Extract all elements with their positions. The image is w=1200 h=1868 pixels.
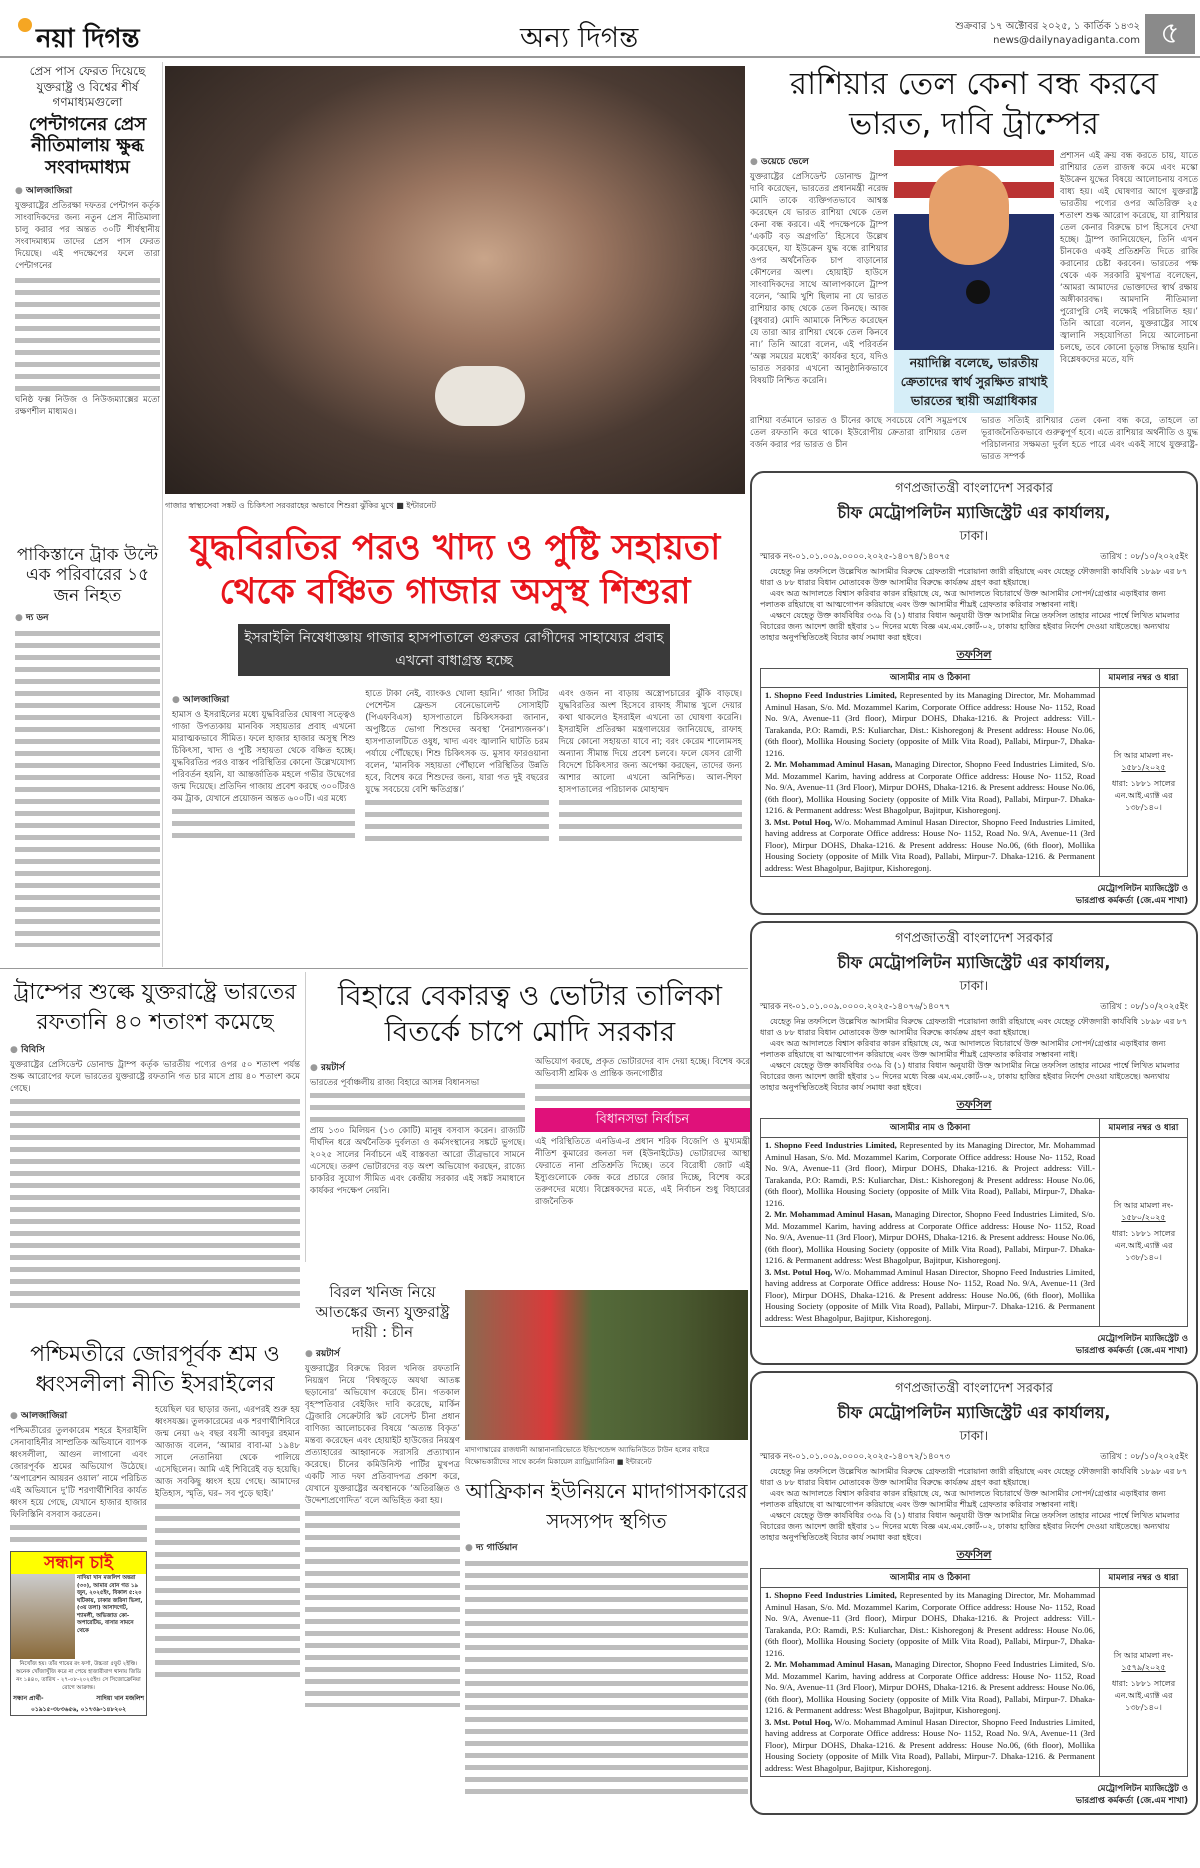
headline: পেন্টাগনের প্রেস নীতিমালায় ক্ষুব্ধ সংবাদমাধ্যম	[28, 113, 147, 178]
table-row: 1. Shopno Feed Industries Limited, Represented by its Managing Director, Mr. Mohammad Aminul Hasan, S/o. Md. Mozammel Karim, Corporate Office address: House No- 1152, Road No. 9/A, Avenue-11 (3rd floor), Mirpur DOHS, Dhaka-1216. & Project address: Vill.-Tarakanda, P.O: Ramdi, P.S: Kuliarchar, Dist.: Kishoregonj & Present address: House No.06, (6th floor), Mollika Housing Society (opposite of Milk Vita Road), Pallabi, Mirpur-7, Dhaka-1216. 2. Mr. Mohammad Aminul Hasan, Managing Director, Shopno Feed Industries Limited, S/o. Md. Mozammel Karim, having address at Corporate Office address: House No- 1152, Road No. 9/A, Avenue-11 (3rd Floor), Mirpur DOHS, Dhaka-1216. & Present address: House No.06, (6th floor), Mollika Housing Society (opposite of Milk Vita Road), Pallabi, Mirpur-7. Dhaka-1216. & Permanent address: West Bhagolpur, Bajitpur, Kishoregonj. 3. Mst. Potul Hoq, W/o. Mohammad Aminul Hasan Director, Shopno Feed Industries Limited, having address at Corporate Office address: House No- 1152, Road No. 9/A, Avenue-11 (3rd Floor), Mirpur DOHS, Dhaka-1216. & Present address: House No.06, (6th floor), Mollika Housing Society (opposite of Milk Vita Road), Pallabi, Mirpur-7. Dhaka-1216. & Permanent address: West Bhagolpur, Bajitpur, Kishoregonj. সি আর মামলা নং- ১৫৮০/২০২৫ ধারা: ১৮৮১ সালের এন.আই.এ্যাক্ট এর ১৩৮/১৪০।	[761, 1138, 1188, 1327]
headline: ট্রাম্পের শুল্কে যুক্তরাষ্ট্রে ভারতের রফতানি ৪০ শতাংশ কমেছে	[13, 980, 297, 1035]
gaza-subhead: ইসরাইলি নিষেধাজ্ঞায় গাজার হাসপাতালে গুরুতর রোগীদের সাহায্যের প্রবাহ এখনো বাধাগ্রস্ত হচ্ছে	[238, 624, 670, 676]
email-link[interactable]: news@dailynayadiganta.com	[993, 35, 1140, 46]
russia-headline: রাশিয়ার তেল কেনা বন্ধ করবে ভারত, দাবি ট্রাম্পের	[790, 66, 1158, 142]
phone-numbers: ০১৯১৫-৩৮৩৬৫৬, ০১৭৩৯-১৪৮২০২	[30, 1706, 127, 1713]
case-number: ১৫৮১/২০২৫	[1121, 763, 1166, 772]
article-pentagon-press: প্রেস পাস ফেরত দিয়েছে যুক্তরাষ্ট্র ও বিশ্বের শীর্ষ গণমাধ্যমগুলো পেন্টাগনের প্রেস নীতিমালায় ক্ষুব্ধ সংবাদমাধ্যম ● আলজাজিরা যুক্তরাষ্ট্রের প্রতিরক্ষা দফতর পেন্টাগন কর্তৃক সাংবাদিকদের জন্য নতুন প্রেস নীতিমালা চালু করার পর অন্তত ৩০টি শীর্ষস্থানীয় সংবাদমাধ্যম তাদের প্রেস পাস ফেরত দিয়েছে। এই পদক্ষেপের ফলে তারা পেন্টাগনের ঘনিষ্ঠ ফক্স নিউজ ও নিউজম্যাক্সের মতো রক্ষণশীল মাধ্যমও।	[15, 64, 160, 418]
memo-number: স্মারক নং-০১.০১.০০৯.০০০০.২০২৫-১৪০৭২/১৪০৭৩	[760, 1452, 951, 1462]
schedule-table: আসামীর নাম ও ঠিকানা মামলার নম্বর ও ধারা 1. Shopno Feed Industries Limited, Represented by its Managing Director, Mr. Mohammad Aminul Hasan, S/o. Md. Mozammel Karim, Corporate Office address: House No- 1152, Road No. 9/A, Avenue-11 (3rd floor), Mirpur DOHS, Dhaka-1216. & Project address: Vill.-Tarakanda, P.O: Ramdi, P.S: Kuliarchar, Dist.: Kishoregonj & Present address: House No.06, (6th floor), Mollika Housing Society (opposite of Milk Vita Road), Pallabi, Mirpur-7, Dhaka-1216. 2. Mr. Mohammad Aminul Hasan, Managing Director, Shopno Feed Industries Limited, S/o. Md. Mozammel Karim, having address at Corporate Office address: House No- 1152, Road No. 9/A, Avenue-11 (3rd Floor), Mirpur DOHS, Dhaka-1216. & Present address: House No.06, (6th floor), Mollika Housing Society (opposite of Milk Vita Road), Pallabi, Mirpur-7. Dhaka-1216. & Permanent address: West Bhagolpur, Bajitpur, Kishoregonj. 3. Mst. Potul Hoq, W/o. Mohammad Aminul Hasan Director, Shopno Feed Industries Limited, having address at Corporate Office address: House No- 1152, Road No. 9/A, Avenue-11 (3rd Floor), Mirpur DOHS, Dhaka-1216. & Present address: House No.06, (6th floor), Mollika Housing Society (opposite of Milk Vita Road), Pallabi, Mirpur-7. Dhaka-1216. & Permanent address: West Bhagolpur, Bajitpur, Kishoregonj. সি আর মামলা নং- ১৫৮০/২০২৫ ধারা: ১৮৮১ সালের এন.আই.এ্যাক্ট এর ১৩৮/১৪০।	[760, 1118, 1188, 1327]
case-number: ১৫৭৯/২০২৫	[1121, 1663, 1166, 1672]
microphone	[966, 280, 990, 304]
notice-date: তারিখ : ০৮/১০/২০২৫ইং	[1100, 1452, 1188, 1462]
pull-quote: নয়াদিল্লি বলেছে, ভারতীয় ক্রেতাদের স্বার্থ সুরক্ষিত রাখাই ভারতের স্থায়ী অগ্রাধিকার	[894, 350, 1054, 413]
case-number: ১৫৮০/২০২৫	[1121, 1213, 1166, 1222]
schedule-table: আসামীর নাম ও ঠিকানা মামলার নম্বর ও ধারা 1. Shopno Feed Industries Limited, Represented by its Managing Director, Mr. Mohammad Aminul Hasan, S/o. Md. Mozammel Karim, Corporate Office address: House No- 1152, Road No. 9/A, Avenue-11 (3rd floor), Mirpur DOHS, Dhaka-1216. & Project address: Vill.-Tarakanda, P.O: Ramdi, P.S: Kuliarchar, Dist.: Kishoregonj & Present address: House No.06, (6th floor), Mollika Housing Society (opposite of Milk Vita Road), Pallabi, Mirpur-7, Dhaka-1216. 2. Mr. Mohammad Aminul Hasan, Managing Director, Shopno Feed Industries Limited, S/o. Md. Mozammel Karim, having address at Corporate Office address: House No- 1152, Road No. 9/A, Avenue-11 (3rd Floor), Mirpur DOHS, Dhaka-1216. & Present address: House No.06, (6th floor), Mollika Housing Society (opposite of Milk Vita Road), Pallabi, Mirpur-7. Dhaka-1216. & Permanent address: West Bhagolpur, Bajitpur, Kishoregonj. 3. Mst. Potul Hoq, W/o. Mohammad Aminul Hasan Director, Shopno Feed Industries Limited, having address at Corporate Office address: House No- 1152, Road No. 9/A, Avenue-11 (3rd Floor), Mirpur DOHS, Dhaka-1216. & Present address: House No.06, (6th floor), Mollika Housing Society (opposite of Milk Vita Road), Pallabi, Mirpur-7. Dhaka-1216. & Permanent address: West Bhagolpur, Bajitpur, Kishoregonj. সি আর মামলা নং- ১৫৭৯/২০২৫ ধারা: ১৮৮১ সালের এন.আই.এ্যাক্ট এর ১৩৮/১৪০।	[760, 1568, 1188, 1777]
headline: পাকিস্তানে ট্রাক উল্টে এক পরিবারের ১৫ জন নিহত	[16, 545, 159, 606]
gaza-headline: যুদ্ধবিরতির পরও খাদ্য ও পুষ্টি সহায়তা থেকে বঞ্চিত গাজার অসুস্থ শিশুরা	[189, 528, 721, 612]
newspaper-logo: নয়া দিগন্ত	[18, 18, 139, 62]
section-title: অন্য দিগন্ত	[520, 21, 639, 54]
schedule-table: আসামীর নাম ও ঠিকানা মামলার নম্বর ও ধারা 1. Shopno Feed Industries Limited, Represented by its Managing Director, Mr. Mohammad Aminul Hasan, S/o. Md. Mozammel Karim, Corporate Office address: House No- 1152, Road No. 9/A, Avenue-11 (3rd floor), Mirpur DOHS, Dhaka-1216. & Project address: Vill.-Tarakanda, P.O: Ramdi, P.S: Kuliarchar, Dist.: Kishoregonj & Present address: House No.06, (6th floor), Mollika Housing Society (opposite of Milk Vita Road), Pallabi, Mirpur-7, Dhaka-1216. 2. Mr. Mohammad Aminul Hasan, Managing Director, Shopno Feed Industries Limited, S/o. Md. Mozammel Karim, having address at Corporate Office address: House No- 1152, Road No. 9/A, Avenue-11 (3rd Floor), Mirpur DOHS, Dhaka-1216. & Present address: House No.06, (6th floor), Mollika Housing Society (opposite of Milk Vita Road), Pallabi, Mirpur-7. Dhaka-1216. & Permanent address: West Bhagolpur, Bajitpur, Kishoregonj. 3. Mst. Potul Hoq, W/o. Mohammad Aminul Hasan Director, Shopno Feed Industries Limited, having address at Corporate Office address: House No- 1152, Road No. 9/A, Avenue-11 (3rd Floor), Mirpur DOHS, Dhaka-1216. & Present address: House No.06, (6th floor), Mollika Housing Society (opposite of Milk Vita Road), Pallabi, Mirpur-7. Dhaka-1216. & Permanent address: West Bhagolpur, Bajitpur, Kishoregonj. সি আর মামলা নং- ১৫৮১/২০২৫ ধারা: ১৮৮১ সালের এন.আই.এ্যাক্ট এর ১৩৮/১৪০।	[760, 668, 1188, 877]
page-number: ৫	[1145, 14, 1195, 54]
court-notice: গণপ্রজাতন্ত্রী বাংলাদেশ সরকার চীফ মেট্রোপলিটন ম্যাজিস্ট্রেট এর কার্যালয়, ঢাকা। স্মারক নং-০১.০১.০০৯.০০০০.২০২৫-১৪০৭৬/১৪০৭৭ তারিখ : ০৮/১০/২০২৫ইং যেহেতু নিম্ন তফসিলে উল্লেখিত আসামীর বিরুদ্ধে গ্রেফতারী পরোয়ানা জারী রহিয়াছে এবং যেহেতু ফৌজদারী কার্যবিধি ১৮৯৮ এর ৮৭ ধারা ও ৮৮ ধারার বিধান মোতাবেক উক্ত আসামীর বিরুদ্ধে কার্যক্রম গ্রহণ করা হইয়াছে। এবং অত্র আদালতে বিশ্বাস করিবার কারন রহিয়াছে যে, অত্র আদালতে বিচারার্থে উক্ত আসামীর সোপর্দ/গ্রেপ্তার এড়াইবার জন্য পলাতক রহিয়াছে বা আত্মগোপন করিয়াছে এবং উক্ত আসামীর শীঘ্রই গ্রেফতার করিবার সম্ভাবনা নাই। এক্ষণে যেহেতু উক্ত কার্যবিধির ৩৩৯ বি (১) ধারার বিধান অনুযায়ী উক্ত আসামীর নিম্নে তফসিল তাহার নামের পার্শ্বে লিখিত মামলার বিচারের জন্য আদেশ জারী হইবার ১০ দিনের মধ্যে বিজ্ঞ এম.এম.কোর্ট-০২, ঢাকায় হাজির হইবার নির্দেশ দেওয়া যাইতেছে। অন্যথায় তাহার অনুপস্থিতিতেই বিচার কার্য সমাধা করা হইবে। তফসিল আসামীর নাম ও ঠিকানা মামলার নম্বর ও ধারা 1. Shopno Feed Industries Limited, Represented by its Managing Director, Mr. Mohammad Aminul Hasan, S/o. Md. Mozammel Karim, Corporate Office address: House No- 1152, Road No. 9/A, Avenue-11 (3rd floor), Mirpur DOHS, Dhaka-1216. & Project address: Vill.-Tarakanda, P.O: Ramdi, P.S: Kuliarchar, Dist.: Kishoregonj & Present address: House No.06, (6th floor), Mollika Housing Society (opposite of Milk Vita Road), Pallabi, Mirpur-7, Dhaka-1216. 2. Mr. Mohammad Aminul Hasan, Managing Director, Shopno Feed Industries Limited, S/o. Md. Mozammel Karim, having address at Corporate Office address: House No- 1152, Road No. 9/A, Avenue-11 (3rd Floor), Mirpur DOHS, Dhaka-1216. & Present address: House No.06, (6th floor), Mollika Housing Society (opposite of Milk Vita Road), Pallabi, Mirpur-7. Dhaka-1216. & Permanent address: West Bhagolpur, Bajitpur, Kishoregonj. 3. Mst. Potul Hoq, W/o. Mohammad Aminul Hasan Director, Shopno Feed Industries Limited, having address at Corporate Office address: House No- 1152, Road No. 9/A, Avenue-11 (3rd Floor), Mirpur DOHS, Dhaka-1216. & Present address: House No.06, (6th floor), Mollika Housing Society (opposite of Milk Vita Road), Pallabi, Mirpur-7. Dhaka-1216. & Permanent address: West Bhagolpur, Bajitpur, Kishoregonj. সি আর মামলা নং- ১৫৮০/২০২৫ ধারা: ১৮৮১ সালের এন.আই.এ্যাক্ট এর ১৩৮/১৪০। মেট্রোপলিটন ম্যাজিস্ট্রেট ও ভারপ্রাপ্ত কর্মকর্তা (জে.এম শাখা)	[750, 921, 1198, 1365]
article-tariff: ট্রাম্পের শুল্কে যুক্তরাষ্ট্রে ভারতের রফতানি ৪০ শতাংশ কমেছে ● বিবিসি যুক্তরাষ্ট্রের প্রেসিডেন্ট ডোনাল্ড ট্রাম্প কর্তৃক ভারতীয় পণ্যের ওপর ৫০ শতাংশ পর্যন্ত শুল্ক আরোপের ফলে ভারতের যুক্তরাষ্ট্রে রফতানি গত চার মাসে প্রায় ৪০ শতাংশ কমে গেছে।	[10, 978, 300, 1315]
masthead	[0, 0, 1200, 58]
photo-caption: গাজার স্বাস্থ্যসেবা সঙ্কট ও চিকিৎসা সরবরাহের অভাবে শিশুরা ঝুঁকির মুখে ■ ইন্টারনেট	[165, 501, 436, 510]
madagascar-headline: আফ্রিকান ইউনিয়নে মাদাগাসকারের সদস্যপদ স্থগিত	[465, 1479, 748, 1533]
headline: বিহারে বেকারত্ব ও ভোটার তালিকা বিতর্কে চাপে মোদি সরকার	[337, 979, 723, 1048]
article-russia: রাশিয়ার তেল কেনা বন্ধ করবে ভারত, দাবি ট্রাম্পের ● ডয়েচে ভেলে যুক্তরাষ্ট্রের প্রেসিডেন্ট ডোনাল্ড ট্রাম্প দাবি করেছেন, ভারতের প্রধানমন্ত্রী নরেন্দ্র মোদি তাকে ব্যক্তিগতভাবে আশ্বস্ত করেছেন যে ভারত রাশিয়া থেকে তেল কেনা বন্ধ করবে। এই পদক্ষেপকে ট্রাম্প ‘একটি বড় অগ্রগতি’ হিসেবে উল্লেখ করেছেন, যা ইউক্রেন যুদ্ধ বন্ধে রাশিয়ার ওপর অর্থনৈতিক চাপ বাড়ানোর কৌশলের অংশ। হোয়াইট হাউসে সাংবাদিকদের সাথে আলাপকালে ট্রাম্প বলেন, ‘আমি খুশি ছিলাম না যে ভারত রাশিয়ার কাছ থেকে তেল কিনছে। আজ (বুধবার) মোদি আমাকে নিশ্চিত করেছেন যে তারা আর রাশিয়া থেকে তেল কিনবে না।’ তিনি আরো বলেন, এই পরিবর্তন ‘অল্প সময়ের মধ্যেই’ কার্যকর হবে, যদিও ভারত সরকার এখনো আনুষ্ঠানিকভাবে বিষয়টি নিশ্চিত করেনি। নয়াদিল্লি বলেছে, ভারতীয় ক্রেতাদের স্বার্থ সুরক্ষিত রাখাই ভারতের স্থায়ী অগ্রাধিকার প্রশাসন এই ক্রয় বন্ধ করতে চায়, যাতে রাশিয়ার তেল রাজস্ব কমে এবং মস্কো ইউক্রেন যুদ্ধের বিষয়ে আলোচনায় বসতে বাধ্য হয়। এই ঘোষণার আগে যুক্তরাষ্ট্র ভারতীয় পণ্যের ওপর অতিরিক্ত ২৫ শতাংশ শুল্ক আরোপ করেছে, যা রাশিয়ার তেল কেনার বিরুদ্ধে চাপ হিসেবে দেখা হচ্ছে। ট্রাম্প জানিয়েছেন, তিনি এখন চীনকেও একই প্রতিশ্রুতি দিতে রাজি করানোর চেষ্টা করবেন। ভারতের পক্ষ থেকে এক সরকারি মুখপাত্র বলেছেন, ‘আমরা আমাদের ভোক্তাদের স্বার্থ রক্ষায় অঙ্গীকারবদ্ধ। আমদানি নীতিমালা পুরোপুরি সেই লক্ষ্যেই পরিচালিত হয়।’ তিনি আরো বলেন, যুক্তরাষ্ট্রের সাথে জ্বালানি সহযোগিতা নিয়ে আলোচনা চলছে, তবে কোনো চূড়ান্ত সিদ্ধান্ত হয়নি। বিশ্লেষকদের মতে, যদি রাশিয়া বর্তমানে ভারত ও চীনের কাছে সবচেয়ে বেশি সমুদ্রপথে তেল রফতানি করে থাকে। ইউরোপীয় ক্রেতারা রাশিয়ার তেল বর্জন করার পর ভারত ও চীন ভারত সত্যিই রাশিয়ার তেল কেনা বন্ধ করে, তাহলে তা ভূরাজনৈতিকভাবে গুরুত্বপূর্ণ হবে। এতে রাশিয়ার অর্থনীতি ও যুদ্ধ পরিচালনার সক্ষমতা দুর্বল হতে পারে এবং একই সাথে যুক্তরাষ্ট্র-ভারত সম্পর্ক	[750, 64, 1198, 463]
election-label: বিধানসভা নির্বাচন	[535, 1108, 750, 1132]
article-pakistan: পাকিস্তানে ট্রাক উল্টে এক পরিবারের ১৫ জন নিহত ● দ্য ডন	[15, 545, 160, 947]
madagascar-protest-photo	[465, 1290, 748, 1440]
gaza-child-photo	[165, 66, 745, 494]
gaza-body: ● আলজাজিরা হামাস ও ইসরাইলের মধ্যে যুদ্ধবিরতির ঘোষণা সত্ত্বেও গাজা উপত্যকায় মানবিক সহায়তার প্রবাহ এখনো মারাত্মকভাবে সীমিত। ফলে হাজার হাজার অসুস্থ শিশু চিকিৎসা, খাদ্য ও পুষ্টি সহায়তা থেকে বঞ্চিত হচ্ছে। যুদ্ধবিরতির পরও বাস্তব পরিস্থিতির কোনো উল্লেখযোগ্য পরিবর্তন হয়নি, যা আন্তর্জাতিক মহলে গভীর উদ্বেগের জন্ম দিয়েছে। প্রতিদিন গাজায় প্রবেশ করছে ৩০০টিরও কম ট্রাক, যেখানে প্রয়োজন অন্তত ৬০০টি। এর মধ্যে হাতে টাকা নেই, ব্যাংকও খোলা হয়নি।’ গাজা সিটির পেশেন্টস ফ্রেন্ডস বেনেভোলেন্ট সোসাইটি (পিএফবিএস) হাসপাতালে চিকিৎসকরা জানান, অপুষ্টিতে ভোগা শিশুদের অবস্থা ‘নৈরাশ্যজনক’। হাসপাতালটিতে ওষুধ, খাদ্য এবং জ্বালানি ঘাটতি চরম পর্যায়ে পৌঁছেছে। শিশু চিকিৎসক ড. মুসাব ফারওয়ানা বলেন, ‘মানবিক সহায়তা পৌঁছালে পরিস্থিতির উন্নতি হবে, বিশেষ করে শিশুদের জন্য, যারা গত দুই বছরের যুদ্ধে সবচেয়ে বেশি ক্ষতিগ্রস্ত।’ এবং ওজন না বাড়ায় অস্ত্রোপচারের ঝুঁকি বাড়ছে। যুদ্ধবিরতির অংশ হিসেবে রাফাহ সীমান্ত খুলে দেয়ার কথা থাকলেও ইসরাইল এখনো তা ঘোষণা করেনি। ইসরাইলি প্রতিরক্ষা মন্ত্রণালয়ের জানিয়েছে, রাফাহ দিয়ে কোনো সহায়তা যাবে না; বরং কেরেম শালোমসহ অন্যান্য সীমান্ত দিয়ে প্রবেশ চলবে। ফলে যেসব রোগী বিদেশে চিকিৎসার জন্য অপেক্ষা করছেন, তাদের জন্য আশার আলো এখনো অনিশ্চিত। আল-শিফা হাসপাতালের পরিচালক মোহাম্মদ	[172, 688, 742, 844]
missing-person-ad: সন্ধান চাই নাদিয়া খান মজলিশ অন্তরা (৩০), আমার বোন গত ১৯ জুন, ২০২৫ইং, বিকাল ৫:২০ ঘটিকায়, ঢাকার জরিনা ভিলা, (৩য় তলা) আসাদগেট, শ্যামলী, অভিজাত কো-অপারেটিভ, বাসার সামনে থেকে নিখোঁজ হয়। তাঁর গায়ের রং ফর্সা, উচ্চতা ৫ফুট ২ইঞ্চি। অনেক খোঁজাখুঁজি করে না পেয়ে হাজারীবাগ থানায় জিডি নং ১৪৪০, তারিখ - ২৭-০৮-২০২৫ইং। সে সিজোফ্রেনিয়া রোগে আক্রান্ত। সন্ধান প্রার্থী- সাদিয়া খান মজলিশ ০১৯১৫-৩৮৩৬৫৬, ০১৭৩৯-১৪৮২০২	[10, 1551, 147, 1716]
court-notice: গণপ্রজাতন্ত্রী বাংলাদেশ সরকার চীফ মেট্রোপলিটন ম্যাজিস্ট্রেট এর কার্যালয়, ঢাকা। স্মারক নং-০১.০১.০০৯.০০০০.২০২৫-১৪০৭৪/১৪০৭৫ তারিখ : ০৮/১০/২০২৫ইং যেহেতু নিম্ন তফসিলে উল্লেখিত আসামীর বিরুদ্ধে গ্রেফতারী পরোয়ানা জারী রহিয়াছে এবং যেহেতু ফৌজদারী কার্যবিধি ১৮৯৮ এর ৮৭ ধারা ও ৮৮ ধারার বিধান মোতাবেক উক্ত আসামীর বিরুদ্ধে কার্যক্রম গ্রহণ করা হইয়াছে। এবং অত্র আদালতে বিশ্বাস করিবার কারন রহিয়াছে যে, অত্র আদালতে বিচারার্থে উক্ত আসামীর সোপর্দ/গ্রেপ্তার এড়াইবার জন্য পলাতক রহিয়াছে বা আত্মগোপন করিয়াছে এবং উক্ত আসামীর শীঘ্রই গ্রেফতার করিবার সম্ভাবনা নাই। এক্ষণে যেহেতু উক্ত কার্যবিধির ৩৩৯ বি (১) ধারার বিধান অনুযায়ী উক্ত আসামীর নিম্নে তফসিল তাহার নামের পার্শ্বে লিখিত মামলার বিচারের জন্য আদেশ জারী হইবার ১০ দিনের মধ্যে বিজ্ঞ এম.এম.কোর্ট-০২, ঢাকায় হাজির হইবার নির্দেশ দেওয়া যাইতেছে। অন্যথায় তাহার অনুপস্থিতিতেই বিচার কার্য সমাধা করা হইবে। তফসিল আসামীর নাম ও ঠিকানা মামলার নম্বর ও ধারা 1. Shopno Feed Industries Limited, Represented by its Managing Director, Mr. Mohammad Aminul Hasan, S/o. Md. Mozammel Karim, Corporate Office address: House No- 1152, Road No. 9/A, Avenue-11 (3rd floor), Mirpur DOHS, Dhaka-1216. & Project address: Vill.-Tarakanda, P.O: Ramdi, P.S: Kuliarchar, Dist.: Kishoregonj & Present address: House No.06, (6th floor), Mollika Housing Society (opposite of Milk Vita Road), Pallabi, Mirpur-7, Dhaka-1216. 2. Mr. Mohammad Aminul Hasan, Managing Director, Shopno Feed Industries Limited, S/o. Md. Mozammel Karim, having address at Corporate Office address: House No- 1152, Road No. 9/A, Avenue-11 (3rd Floor), Mirpur DOHS, Dhaka-1216. & Present address: House No.06, (6th floor), Mollika Housing Society (opposite of Milk Vita Road), Pallabi, Mirpur-7. Dhaka-1216. & Permanent address: West Bhagolpur, Bajitpur, Kishoregonj. 3. Mst. Potul Hoq, W/o. Mohammad Aminul Hasan Director, Shopno Feed Industries Limited, having address at Corporate Office address: House No- 1152, Road No. 9/A, Avenue-11 (3rd Floor), Mirpur DOHS, Dhaka-1216. & Present address: House No.06, (6th floor), Mollika Housing Society (opposite of Milk Vita Road), Pallabi, Mirpur-7. Dhaka-1216. & Permanent address: West Bhagolpur, Bajitpur, Kishoregonj. সি আর মামলা নং- ১৫৮১/২০২৫ ধারা: ১৮৮১ সালের এন.আই.এ্যাক্ট এর ১৩৮/১৪০। মেট্রোপলিটন ম্যাজিস্ট্রেট ও ভারপ্রাপ্ত কর্মকর্তা (জে.এম শাখা)	[750, 471, 1198, 915]
headline: বিরল খনিজ নিয়ে আতঙ্কের জন্য যুক্তরাষ্ট্র দায়ী : চীন	[315, 1283, 450, 1341]
photo-caption: মাদাগাস্কারের রাজধানী আন্তানানারিভোতে ইন্ডিপেন্ডেন্স অ্যাভিনিউতে টাউন হলের বাইরে বিক্ষোভকারীদের সাথে কর্নেল মিকায়েল র‍্যান্ড্রিয়ানিরিনা ■ ইন্টারনেট	[465, 1446, 710, 1466]
headline: পশ্চিমতীরে জোরপূর্বক শ্রম ও ধ্বংসলীলা নীতি ইসরাইলের	[30, 1342, 280, 1397]
memo-number: স্মারক নং-০১.০১.০০৯.০০০০.২০২৫-১৪০৭৬/১৪০৭৭	[760, 1002, 951, 1012]
right-column	[750, 64, 1198, 1815]
court-notice: গণপ্রজাতন্ত্রী বাংলাদেশ সরকার চীফ মেট্রোপলিটন ম্যাজিস্ট্রেট এর কার্যালয়, ঢাকা। স্মারক নং-০১.০১.০০৯.০০০০.২০২৫-১৪০৭২/১৪০৭৩ তারিখ : ০৮/১০/২০২৫ইং যেহেতু নিম্ন তফসিলে উল্লেখিত আসামীর বিরুদ্ধে গ্রেফতারী পরোয়ানা জারী রহিয়াছে এবং যেহেতু ফৌজদারী কার্যবিধি ১৮৯৮ এর ৮৭ ধারা ও ৮৮ ধারার বিধান মোতাবেক উক্ত আসামীর বিরুদ্ধে কার্যক্রম গ্রহণ করা হইয়াছে। এবং অত্র আদালতে বিশ্বাস করিবার কারন রহিয়াছে যে, অত্র আদালতে বিচারার্থে উক্ত আসামীর সোপর্দ/গ্রেপ্তার এড়াইবার জন্য পলাতক রহিয়াছে বা আত্মগোপন করিয়াছে এবং উক্ত আসামীর শীঘ্রই গ্রেফতার করিবার সম্ভাবনা নাই। এক্ষণে যেহেতু উক্ত কার্যবিধির ৩৩৯ বি (১) ধারার বিধান অনুযায়ী উক্ত আসামীর নিম্নে তফসিল তাহার নামের পার্শ্বে লিখিত মামলার বিচারের জন্য আদেশ জারী হইবার ১০ দিনের মধ্যে বিজ্ঞ এম.এম.কোর্ট-০২, ঢাকায় হাজির হইবার নির্দেশ দেওয়া যাইতেছে। অন্যথায় তাহার অনুপস্থিতিতেই বিচার কার্য সমাধা করা হইবে। তফসিল আসামীর নাম ও ঠিকানা মামলার নম্বর ও ধারা 1. Shopno Feed Industries Limited, Represented by its Managing Director, Mr. Mohammad Aminul Hasan, S/o. Md. Mozammel Karim, Corporate Office address: House No- 1152, Road No. 9/A, Avenue-11 (3rd floor), Mirpur DOHS, Dhaka-1216. & Project address: Vill.-Tarakanda, P.O: Ramdi, P.S: Kuliarchar, Dist.: Kishoregonj & Present address: House No.06, (6th floor), Mollika Housing Society (opposite of Milk Vita Road), Pallabi, Mirpur-7, Dhaka-1216. 2. Mr. Mohammad Aminul Hasan, Managing Director, Shopno Feed Industries Limited, S/o. Md. Mozammel Karim, having address at Corporate Office address: House No- 1152, Road No. 9/A, Avenue-11 (3rd Floor), Mirpur DOHS, Dhaka-1216. & Present address: House No.06, (6th floor), Mollika Housing Society (opposite of Milk Vita Road), Pallabi, Mirpur-7. Dhaka-1216. & Permanent address: West Bhagolpur, Bajitpur, Kishoregonj. 3. Mst. Potul Hoq, W/o. Mohammad Aminul Hasan Director, Shopno Feed Industries Limited, having address at Corporate Office address: House No- 1152, Road No. 9/A, Avenue-11 (3rd Floor), Mirpur DOHS, Dhaka-1216. & Present address: House No.06, (6th floor), Mollika Housing Society (opposite of Milk Vita Road), Pallabi, Mirpur-7. Dhaka-1216. & Permanent address: West Bhagolpur, Bajitpur, Kishoregonj. সি আর মামলা নং- ১৫৭৯/২০২৫ ধারা: ১৮৮১ সালের এন.আই.এ্যাক্ট এর ১৩৮/১৪০। মেট্রোপলিটন ম্যাজিস্ট্রেট ও ভারপ্রাপ্ত কর্মকর্তা (জে.এম শাখা)	[750, 1371, 1198, 1815]
diaper-shape	[435, 366, 525, 426]
dateline: শুক্রবার ১৭ অক্টোবর ২০২৫, ১ কার্তিক ১৪৩২ news@dailynayadiganta.com	[930, 20, 1140, 48]
table-row: 1. Shopno Feed Industries Limited, Represented by its Managing Director, Mr. Mohammad Aminul Hasan, S/o. Md. Mozammel Karim, Corporate Office address: House No- 1152, Road No. 9/A, Avenue-11 (3rd floor), Mirpur DOHS, Dhaka-1216. & Project address: Vill.-Tarakanda, P.O: Ramdi, P.S: Kuliarchar, Dist.: Kishoregonj & Present address: House No.06, (6th floor), Mollika Housing Society (opposite of Milk Vita Road), Pallabi, Mirpur-7, Dhaka-1216. 2. Mr. Mohammad Aminul Hasan, Managing Director, Shopno Feed Industries Limited, S/o. Md. Mozammel Karim, having address at Corporate Office address: House No- 1152, Road No. 9/A, Avenue-11 (3rd Floor), Mirpur DOHS, Dhaka-1216. & Present address: House No.06, (6th floor), Mollika Housing Society (opposite of Milk Vita Road), Pallabi, Mirpur-7. Dhaka-1216. & Permanent address: West Bhagolpur, Bajitpur, Kishoregonj. 3. Mst. Potul Hoq, W/o. Mohammad Aminul Hasan Director, Shopno Feed Industries Limited, having address at Corporate Office address: House No- 1152, Road No. 9/A, Avenue-11 (3rd Floor), Mirpur DOHS, Dhaka-1216. & Present address: House No.06, (6th floor), Mollika Housing Society (opposite of Milk Vita Road), Pallabi, Mirpur-7. Dhaka-1216. & Permanent address: West Bhagolpur, Bajitpur, Kishoregonj. সি আর মামলা নং- ১৫৭৯/২০২৫ ধারা: ১৮৮১ সালের এন.আই.এ্যাক্ট এর ১৩৮/১৪০।	[761, 1588, 1188, 1777]
article-bihar: বিহারে বেকারত্ব ও ভোটার তালিকা বিতর্কে চাপে মোদি সরকার ● রয়টার্স ভারতের পূর্বাঞ্চলীয় রাজ্য বিহারে আসন্ন বিধানসভা প্রায় ১৩০ মিলিয়ন (১৩ কোটি) মানুষ বসবাস করেন। রাজ্যটি দীর্ঘদিন ধরে অর্থনৈতিক দুর্বলতা ও কর্মসংস্থানের সঙ্কটে ভুগছে। ২০২৫ সালের নির্বাচনে এই বাস্তবতা আরো তীব্রভাবে সামনে এসেছে। তরুণ ভোটারদের বড় অংশ অভিযোগ করছেন, রাজ্যে চাকরির সুযোগ সীমিত এবং কেন্দ্রীয় সরকার এই সঙ্কট সমাধানে কার্যকর পদক্ষেপ নেয়নি। অভিযোগ করছে, প্রকৃত ভোটারদের বাদ দেয়া হচ্ছে। বিশেষ করে অভিবাসী শ্রমিক ও প্রান্তিক জনগোষ্ঠীর বিধানসভা নির্বাচন এই পরিস্থিতিতে এনডিএ-র প্রধান শরিক বিজেপি ও মুখ্যমন্ত্রী নীতিশ কুমারের জনতা দল (ইউনাইটেড) ভোটারদের আস্থা ফেরাতে নানা প্রতিশ্রুতি দিচ্ছে। তবে বিরোধী জোট এই ইস্যুগুলোকে কেন্দ্র করে প্রচারে জোর দিচ্ছে, বিশেষ করে তরুণদের মধ্যে। বিশ্লেষকদের মতে, এই নির্বাচন শুধু বিহারের রাজনৈতিক	[310, 978, 750, 1208]
missing-person-photo	[11, 1574, 75, 1659]
notice-date: তারিখ : ০৮/১০/২০২৫ইং	[1100, 552, 1188, 562]
trump-photo	[894, 150, 1054, 350]
article-rare-earth: বিরল খনিজ নিয়ে আতঙ্কের জন্য যুক্তরাষ্ট্র দায়ী : চীন ● রয়টার্স যুক্তরাষ্ট্রের বিরুদ্ধে বিরল খনিজ রফতানি নিয়ন্ত্রণ নিয়ে ‘বিশ্বজুড়ে অযথা আতঙ্ক ছড়ানোর’ অভিযোগ করেছে চীন। গতকাল বৃহস্পতিবার বেইজিং দাবি করেছে, মার্কিন ট্রেজারি সেক্রেটারি স্কট বেসেন্ট চীনা প্রধান বাণিজ্য আলোচকের বিষয়ে ‘অত্যন্ত বিকৃত’ মন্তব্য করেছেন এবং হোয়াইট হাউজের নিয়ন্ত্রণ প্রত্যাহারের আহ্বানকে সরাসরি প্রত্যাখ্যান করেছে। চীনের কমিউনিস্ট পার্টির মুখপত্র একটি সাত দফা প্রতিবাদপত্র প্রকাশ করে, যেখানে যুক্তরাষ্ট্রের অবস্থানকে ‘অতিরঞ্জিত ও উদ্দেশ্যপ্রণোদিত’ বলে অভিহিত করা হয়।	[305, 1282, 460, 1707]
article-madagascar: মাদাগাস্কারের রাজধানী আন্তানানারিভোতে ইন্ডিপেন্ডেন্স অ্যাভিনিউতে টাউন হলের বাইরে বিক্ষোভকারীদের সাথে কর্নেল মিকায়েল র‍্যান্ড্রিয়ানিরিনা ■ ইন্টারনেট আফ্রিকান ইউনিয়নে মাদাগাসকারের সদস্যপদ স্থগিত ● দ্য গার্ডিয়ান	[465, 1290, 748, 1797]
table-row: 1. Shopno Feed Industries Limited, Represented by its Managing Director, Mr. Mohammad Aminul Hasan, S/o. Md. Mozammel Karim, Corporate Office address: House No- 1152, Road No. 9/A, Avenue-11 (3rd floor), Mirpur DOHS, Dhaka-1216. & Project address: Vill.-Tarakanda, P.O: Ramdi, P.S: Kuliarchar, Dist.: Kishoregonj & Present address: House No.06, (6th floor), Mollika Housing Society (opposite of Milk Vita Road), Pallabi, Mirpur-7, Dhaka-1216. 2. Mr. Mohammad Aminul Hasan, Managing Director, Shopno Feed Industries Limited, S/o. Md. Mozammel Karim, having address at Corporate Office address: House No- 1152, Road No. 9/A, Avenue-11 (3rd Floor), Mirpur DOHS, Dhaka-1216. & Present address: House No.06, (6th floor), Mollika Housing Society (opposite of Milk Vita Road), Pallabi, Mirpur-7. Dhaka-1216. & Permanent address: West Bhagolpur, Bajitpur, Kishoregonj. 3. Mst. Potul Hoq, W/o. Mohammad Aminul Hasan Director, Shopno Feed Industries Limited, having address at Corporate Office address: House No- 1152, Road No. 9/A, Avenue-11 (3rd Floor), Mirpur DOHS, Dhaka-1216. & Present address: House No.06, (6th floor), Mollika Housing Society (opposite of Milk Vita Road), Pallabi, Mirpur-7. Dhaka-1216. & Permanent address: West Bhagolpur, Bajitpur, Kishoregonj. সি আর মামলা নং- ১৫৮১/২০২৫ ধারা: ১৮৮১ সালের এন.আই.এ্যাক্ট এর ১৩৮/১৪০।	[761, 688, 1188, 877]
article-westbank: পশ্চিমতীরে জোরপূর্বক শ্রম ও ধ্বংসলীলা নীতি ইসরাইলের ● আলজাজিরা পশ্চিমতীরের তুলকারেম শহরে ইসরাইলি সেনাবাহিনীর সাম্প্রতিক অভিযানে ব্যাপক ধ্বংসলীলা, আগুন লাগানো এবং জোরপূর্বক শ্রমের অভিযোগ উঠেছে। ‘অপারেশন আয়রন ওয়াল’ নামে পরিচিত এই অভিযানে দু’টি শরণার্থীশিবির কার্যত ধ্বংস হয়ে গেছে, যেখানে হাজার হাজার ফিলিস্তিনি বসবাস করতেন। সন্ধান চাই নাদিয়া খান মজলিশ অন্তরা (৩০), আমার বোন গত ১৯ জুন, ২০২৫ইং, বিকাল ৫:২০ ঘটিকায়, ঢাকার জরিনা ভিলা, (৩য় তলা) আসাদগেট, শ্যামলী, অভিজাত কো-অপারেটিভ, বাসার সামনে থেকে নিখোঁজ হয়। তাঁর গায়ের রং ফর্সা, উচ্চতা ৫ফুট ২ইঞ্চি। অনেক খোঁজাখুঁজি করে না পেয়ে হাজারীবাগ থানায় জিডি নং ১৪৪০, তারিখ - ২৭-০৮-২০২৫ইং। সে সিজোফ্রেনিয়া রোগে আক্রান্ত। সন্ধান প্রার্থী- সাদিয়া খান মজলিশ ০১৯১৫-৩৮৩৬৫৬, ০১৭৩৯-১৪৮২০২ হয়েছিল ঘর ছাড়ার জন্য, এরপরই শুরু হয় ধ্বংসযজ্ঞ। তুলকারেমের এক শরণার্থীশিবিরে জন্ম নেয়া ৬২ বছর বয়সী আবদুর রহমান আজাজ বলেন, ‘আমার বাবা-মা ১৯৪৮ সালে নেতানিয়া থেকে পালিয়ে এসেছিলেন। আমি এই শিবিরেই বড় হয়েছি। আজ সবকিছু ধ্বংস হয়ে গেছে। আমাদের ইতিহাস, স্মৃতি, ঘর– সব পুড়ে ছাই।’	[10, 1340, 300, 1716]
sun-logo-icon	[18, 18, 32, 32]
court-notices	[750, 471, 1198, 1815]
memo-number: স্মারক নং-০১.০১.০০৯.০০০০.২০২৫-১৪০৭৪/১৪০৭৫	[760, 552, 951, 562]
notice-date: তারিখ : ০৮/১০/২০২৫ইং	[1100, 1002, 1188, 1012]
